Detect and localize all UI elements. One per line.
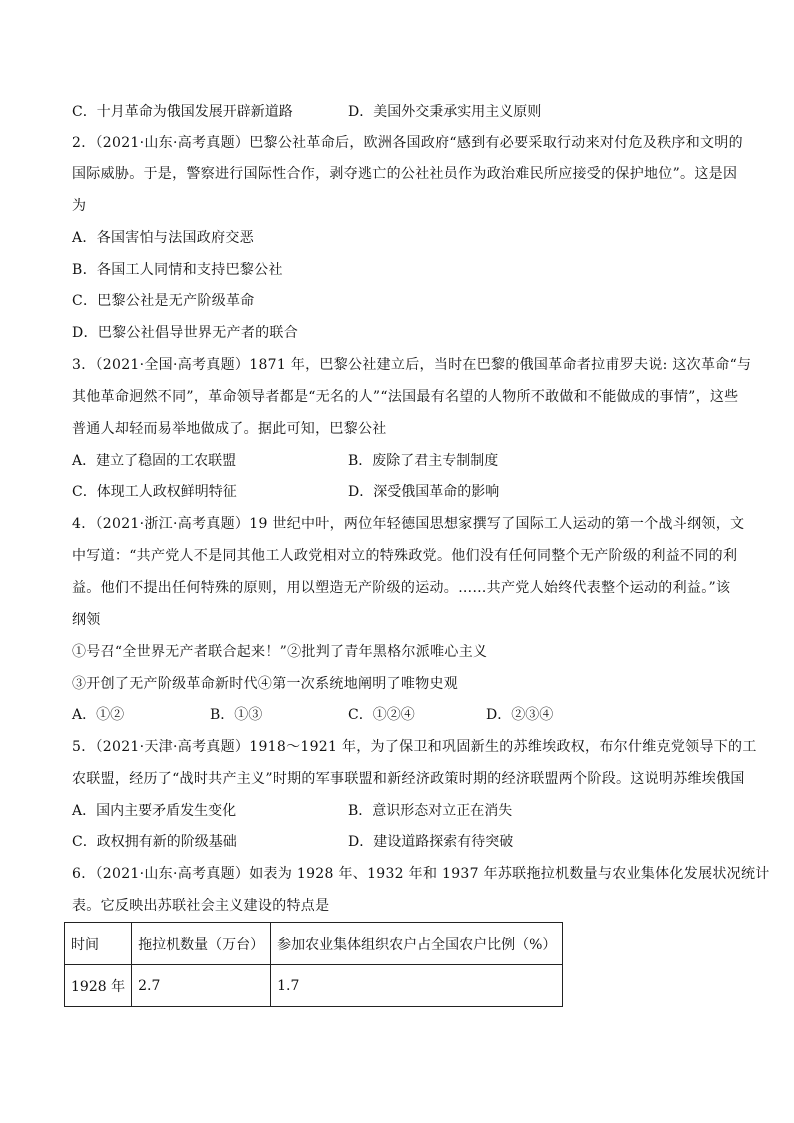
- question-2-option-b: B．各国工人同情和支持巴黎公社: [72, 262, 283, 278]
- question-3-option-d: D．深受俄国革命的影响: [348, 484, 500, 500]
- question-4-stem-line: 中写道：“共产党人不是同其他工人政党相对立的特殊政党。他们没有任何同整个无产阶级的利益不同的利: [72, 548, 738, 564]
- question-3-stem-line: 普通人却轻而易举地做成了。据此可知，巴黎公社: [72, 421, 387, 437]
- table-header-row: [65, 923, 563, 965]
- question-4-option-b: B．①③: [210, 707, 263, 723]
- table-header-cell: 拖拉机数量（万台）: [132, 923, 271, 965]
- question-5-options-row: [72, 800, 724, 822]
- question-2-option-c: C．巴黎公社是无产阶级革命: [72, 293, 255, 309]
- question-3-options-row: [72, 450, 724, 472]
- question-3-stem-line: 3．（2021·全国·高考真题）1871 年，巴黎公社建立后，当时在巴黎的俄国革命者拉甫罗夫说: 这次革命“与: [72, 357, 752, 373]
- prev-question-options: [72, 101, 724, 123]
- question-4-item-line: ①号召“全世界无产者联合起来！”②批判了青年黑格尔派唯心主义: [72, 644, 488, 660]
- question-4-stem-line: 4．（2021·浙江·高考真题）19 世纪中叶，两位年轻德国思想家撰写了国际工人运动的第一个战斗纲领，文: [72, 516, 745, 532]
- table-header-cell: 参加农业集体组织农户占全国农户比例（%）: [271, 923, 563, 965]
- statistics-table: [64, 922, 563, 1007]
- question-5-stem-line: 农联盟，经历了“战时共产主义”时期的军事联盟和新经济政策时期的经济联盟两个阶段。这说明苏维埃俄国: [72, 771, 745, 787]
- question-2-stem-line: 2．（2021·山东·高考真题）巴黎公社革命后，欧洲各国政府“感到有必要采取行动来对付危及秩序和文明的: [72, 135, 743, 151]
- question-5-option-a: A．国内主要矛盾发生变化: [72, 803, 237, 819]
- table-header-cell: 时间: [65, 923, 132, 965]
- question-6-stem-line: 6．（2021·山东·高考真题）如表为 1928 年、1932 年和 1937 年苏联拖拉机数量与农业集体化发展状况统计: [72, 866, 770, 882]
- table-cell: 2.7: [132, 965, 271, 1007]
- table-cell: 1.7: [271, 965, 563, 1007]
- question-2-stem-line: 为: [72, 198, 87, 214]
- question-4-option-d: D．②③④: [486, 707, 554, 723]
- question-5-option-b: B．意识形态对立正在消失: [348, 803, 513, 819]
- question-3-option-a: A．建立了稳固的工农联盟: [72, 453, 237, 469]
- table-cell: 1928 年: [65, 965, 132, 1007]
- question-3-stem-line: 其他革命迥然不同”，革命领导者都是“无名的人”“法国最有名望的人物所不敢做和不能做成的事情”，这些: [72, 389, 739, 405]
- option-c: C．十月革命为俄国发展开辟新道路: [72, 104, 293, 120]
- question-4-options-row: [72, 704, 724, 726]
- question-5-options-row: [72, 831, 724, 853]
- question-4-stem-line: 益。他们不提出任何特殊的原则，用以塑造无产阶级的运动。……共产党人始终代表整个运动的利益。”该: [72, 580, 731, 596]
- question-4-stem-line: 纲领: [72, 612, 101, 628]
- table-row: [65, 965, 563, 1007]
- question-6-stem-line: 表。它反映出苏联社会主义建设的特点是: [72, 898, 330, 914]
- question-3-options-row: [72, 481, 724, 503]
- question-2-option-a: A．各国害怕与法国政府交恶: [72, 230, 255, 246]
- question-3-option-c: C．体现工人政权鲜明特征: [72, 484, 237, 500]
- question-3-option-b: B．废除了君主专制制度: [348, 453, 499, 469]
- question-4-item-line: ③开创了无产阶级革命新时代④第一次系统地阐明了唯物史观: [72, 676, 459, 692]
- question-5-stem-line: 5．（2021·天津·高考真题）1918～1921 年，为了保卫和巩固新生的苏维埃政权，布尔什维克党领导下的工: [72, 739, 757, 755]
- question-5-option-d: D．建设道路探索有待突破: [348, 834, 514, 850]
- question-4-option-c: C．①②④: [348, 707, 415, 723]
- question-2-option-d: D．巴黎公社倡导世界无产者的联合: [72, 325, 299, 341]
- question-5-option-c: C．政权拥有新的阶级基础: [72, 834, 237, 850]
- question-2-stem-line: 国际威胁。于是，警察进行国际性合作，剥夺逃亡的公社社员作为政治难民所应接受的保护地位”。这是因: [72, 166, 738, 182]
- option-d: D．美国外交秉承实用主义原则: [348, 104, 542, 120]
- question-4-option-a: A．①②: [72, 707, 125, 723]
